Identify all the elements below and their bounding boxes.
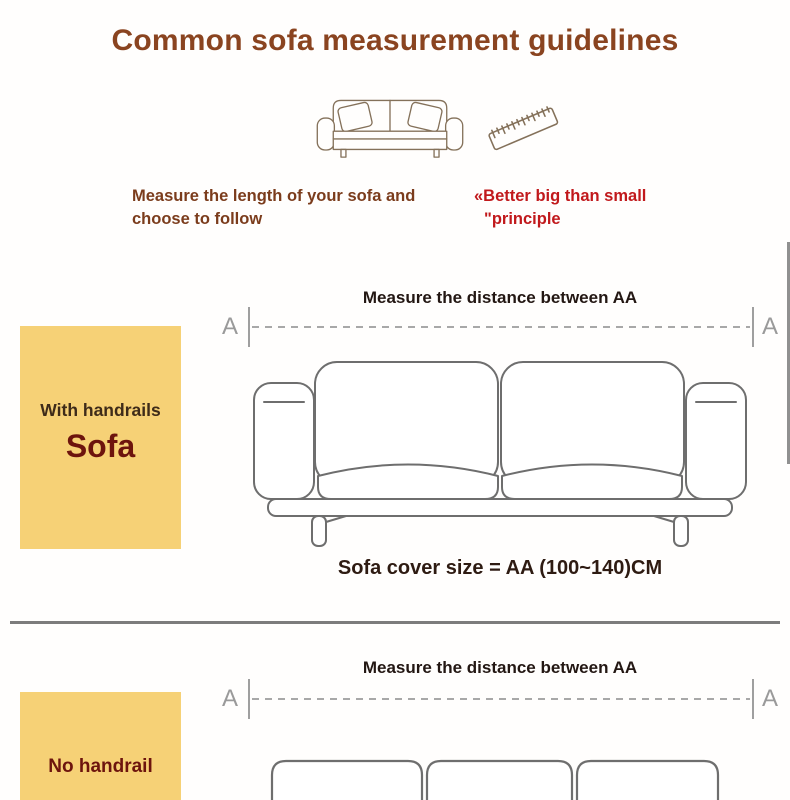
- sofa-outline-icon: [310, 96, 470, 161]
- section1-heading: Measure the distance between AA: [362, 288, 638, 307]
- sofa-cover-size-caption: Sofa cover size = AA (100~140)CM: [337, 557, 663, 579]
- principle-note-line1: «Better big than small: [474, 187, 647, 205]
- section2-heading: Measure the distance between AA: [362, 658, 638, 677]
- measure-tick-left: [248, 679, 250, 719]
- section-divider: [10, 621, 780, 624]
- ruler-icon: [484, 97, 562, 153]
- measure-tick-left: [248, 307, 250, 347]
- sofa-with-handrails-diagram: [238, 352, 762, 548]
- principle-note: [474, 185, 646, 231]
- measure-marker-left: A: [222, 313, 239, 340]
- with-handrails-card-subtitle: Sofa: [65, 428, 136, 464]
- measure-marker-right: A: [761, 313, 778, 340]
- page-title: Common sofa measurement guidelines: [111, 24, 679, 57]
- principle-note-line2: "principle: [484, 210, 561, 228]
- measure-length-note-line2: choose to follow: [132, 210, 263, 228]
- no-handrail-card-title: No handrail: [48, 756, 153, 777]
- measure-marker-left: A: [222, 685, 239, 712]
- section1-measure-span: [222, 305, 778, 349]
- measure-marker-right: A: [761, 685, 778, 712]
- measure-length-note: [132, 185, 415, 231]
- measure-length-note-line1: Measure the length of your sofa and: [132, 187, 416, 205]
- no-handrail-card: [20, 692, 181, 800]
- section2-measure-span: [222, 677, 778, 721]
- with-handrails-card-title: With handrails: [40, 400, 161, 420]
- measure-dashed-line: [252, 698, 750, 700]
- measure-dashed-line: [252, 326, 750, 328]
- measure-tick-right: [752, 679, 754, 719]
- sofa-no-handrail-partial-diagram: [270, 757, 720, 800]
- with-handrails-card: [20, 326, 181, 549]
- measure-tick-right: [752, 307, 754, 347]
